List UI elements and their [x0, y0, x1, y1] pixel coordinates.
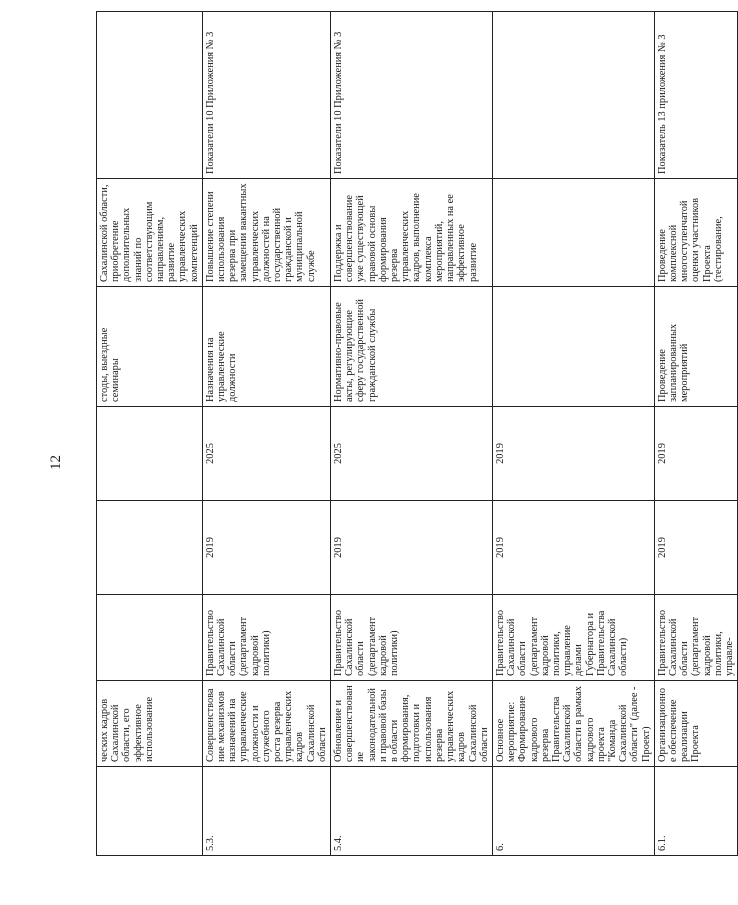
end-year: 2019 — [492, 407, 654, 501]
row-number: 5.4. — [331, 767, 493, 856]
expected-result: Повышение степени использования резерва при замещении вакантных управленческих должностей на государственной гражданской и муниципальной службе — [202, 179, 330, 287]
page-number: 12 — [48, 455, 64, 470]
implementation-form: Нормативно-правовые акты, регулирующие сферу государственной гражданской службы — [331, 287, 493, 407]
start-year: 2019 — [654, 501, 737, 595]
end-year: 2025 — [202, 407, 330, 501]
row-number: 6. — [492, 767, 654, 856]
executor — [97, 595, 203, 681]
expected-result — [492, 179, 654, 287]
indicator: Показатели 10 Приложения № 3 — [202, 12, 330, 179]
indicator: Показатели 10 Приложения № 3 — [331, 12, 493, 179]
plan-table — [96, 11, 738, 856]
start-year: 2019 — [492, 501, 654, 595]
indicator — [97, 12, 203, 179]
activity-name: Основное мероприятие: Формирование кадрового резерва Правительства Сахалинской области в рамках кадрового проекта "Команда Сахалинской области" (далее - Проект) — [492, 681, 654, 767]
table-row — [654, 12, 737, 856]
row-number: 6.1. — [654, 767, 737, 856]
expected-result: Поддержка и совершенствование уже существующей правовой основы формирования резерва управленческих кадров, выполнение комплекса мероприятий, направленных на ее эффективное развитие — [331, 179, 493, 287]
expected-result: Сахалинской области, приобретение дополнительных знаний по соответствующим направлениям, развитие управленческих компетенций — [97, 179, 203, 287]
expected-result: Проведение комплексной многоступенчатой оценки участников Проекта (тестирование, — [654, 179, 737, 287]
row-number: 5.3. — [202, 767, 330, 856]
executor: Правительство Сахалинской области (департамент кадровой политики, управление делами Губернатора и Правительства Сахалинской области) — [492, 595, 654, 681]
implementation-form: Назначения на управленческие должности — [202, 287, 330, 407]
start-year: 2019 — [331, 501, 493, 595]
table-row — [97, 12, 203, 856]
end-year — [97, 407, 203, 501]
table-row — [492, 12, 654, 856]
end-year: 2025 — [331, 407, 493, 501]
start-year — [97, 501, 203, 595]
implementation-form: стоды, выездные семинары — [97, 287, 203, 407]
start-year: 2019 — [202, 501, 330, 595]
executor: Правительство Сахалинской области (департамент кадровой политики) — [202, 595, 330, 681]
implementation-form: Проведение запланированных мероприятий — [654, 287, 737, 407]
implementation-form — [492, 287, 654, 407]
executor: Правительство Сахалинской области (департамент кадровой политики) — [331, 595, 493, 681]
table-row — [202, 12, 330, 856]
activity-name: Совершенствование механизмов назначений на управленческие должности и служебного роста резерва управленческих кадров Сахалинской области — [202, 681, 330, 767]
indicator: Показатель 13 приложения № 3 — [654, 12, 737, 179]
indicator — [492, 12, 654, 179]
row-number — [97, 767, 203, 856]
end-year: 2019 — [654, 407, 737, 501]
plan-table-rotated — [96, 12, 735, 856]
activity-name: Организационное обеспечение реализации Проекта — [654, 681, 737, 767]
activity-name: ческих кадров Сахалинской области, его эффективное использование — [97, 681, 203, 767]
table-row — [331, 12, 493, 856]
executor: Правительство Сахалинской области (департамент кадровой политики, управле- — [654, 595, 737, 681]
activity-name: Обновление и совершенствование законодательной и правовой базы в области формирования, подготовки и использования резерва управленческих кадров Сахалинской области — [331, 681, 493, 767]
